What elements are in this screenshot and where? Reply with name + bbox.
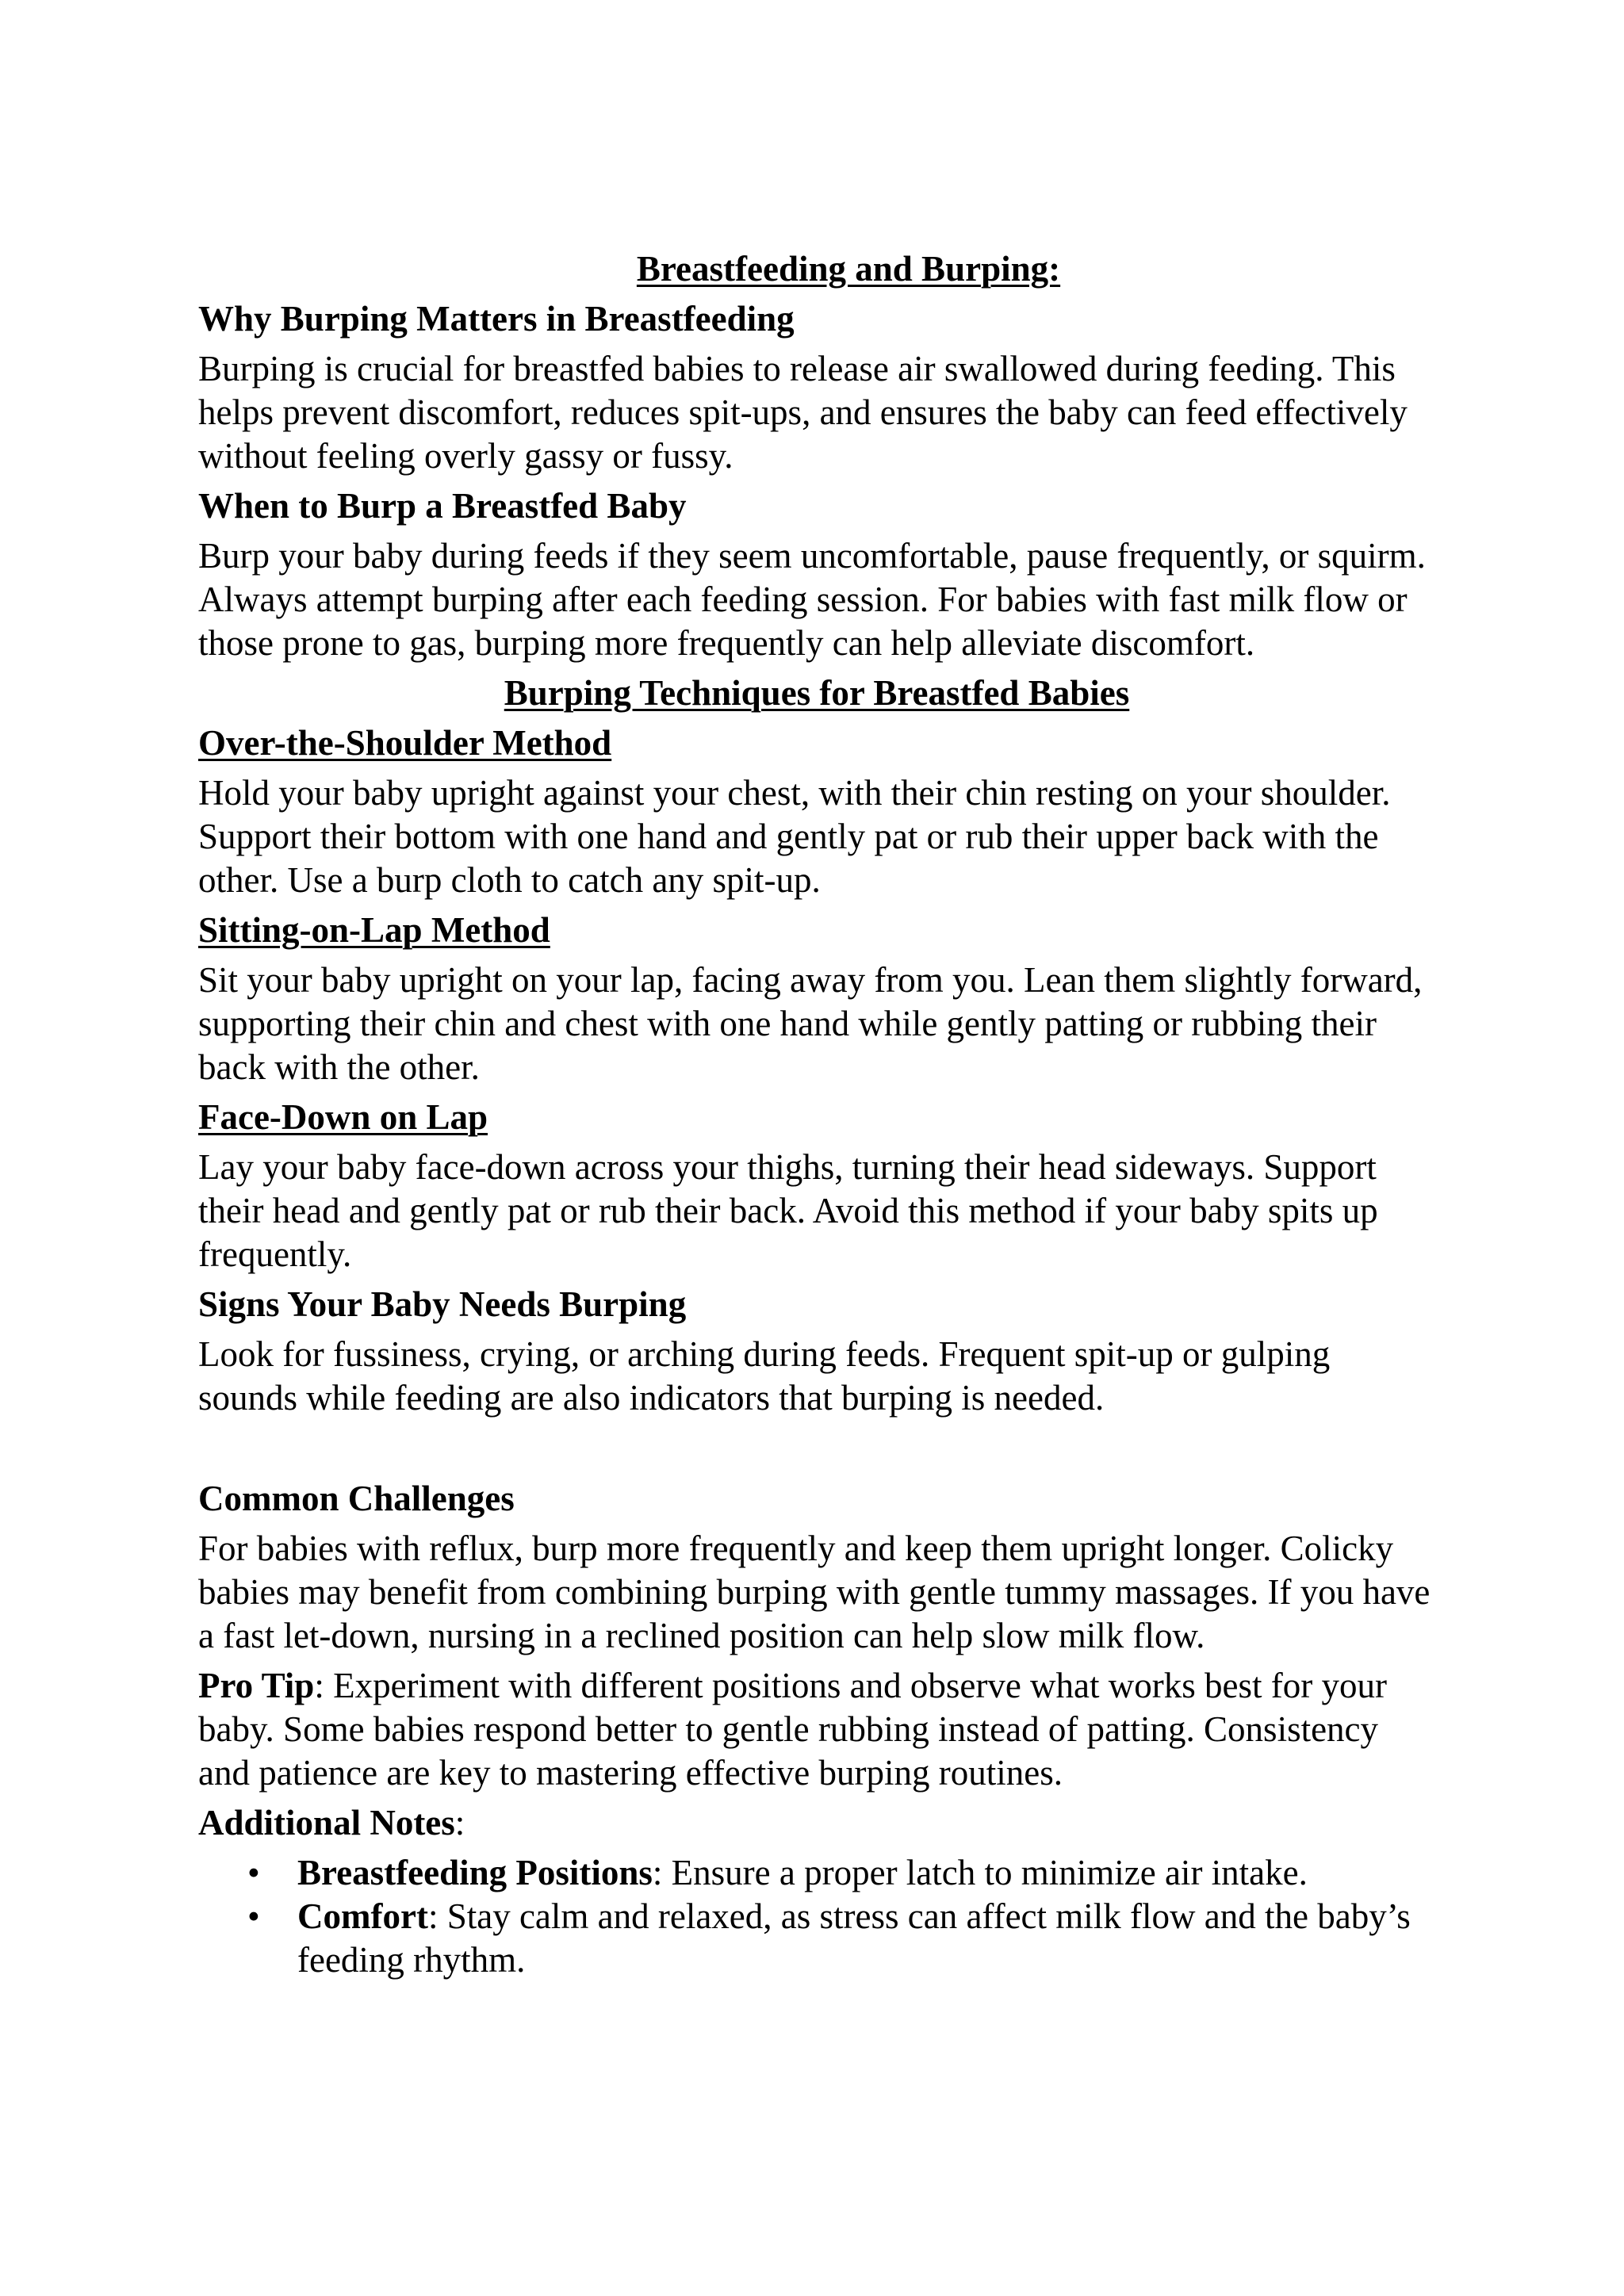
signs-paragraph: Look for fussiness, crying, or arching during feeds. Frequent spit-up or gulping sounds while feeding are also indicators that burping is needed. bbox=[198, 1334, 1331, 1418]
notes-heading: Additional Notes bbox=[198, 1803, 455, 1843]
bullet-icon: • bbox=[247, 1896, 260, 1936]
why-paragraph: Burping is crucial for breastfed babies to release air swallowed during feeding. This helps prevent discomfort, reduces spit-ups, and ensures the baby can feed effectively without feeling overly gassy or fussy. bbox=[198, 349, 1408, 476]
document-title: Breastfeeding and Burping: bbox=[636, 249, 1061, 289]
when-heading: When to Burp a Breastfed Baby bbox=[198, 486, 687, 526]
notes-list bbox=[198, 1851, 1435, 1982]
sitting-lap-paragraph: Sit your baby upright on your lap, facing away from you. Lean them slightly forward, supporting their chin and chest with one hand while gently patting or rubbing their back with the other. bbox=[198, 960, 1423, 1087]
face-down-heading: Face-Down on Lap bbox=[198, 1097, 488, 1137]
pro-tip-paragraph bbox=[198, 1664, 1435, 1795]
note-label: Breastfeeding Positions bbox=[297, 1853, 653, 1892]
techniques-heading: Burping Techniques for Breastfed Babies bbox=[504, 673, 1130, 713]
challenges-heading: Common Challenges bbox=[198, 1479, 515, 1518]
sitting-lap-heading: Sitting-on-Lap Method bbox=[198, 910, 550, 950]
section-spacer bbox=[198, 1426, 1435, 1477]
list-item bbox=[198, 1851, 1435, 1895]
note-text: : Ensure a proper latch to minimize air intake. bbox=[652, 1853, 1308, 1892]
face-down-paragraph: Lay your baby face-down across your thighs, turning their head sideways. Support their head and gently pat or rub their back. Avoid this method if your baby spits up frequently. bbox=[198, 1147, 1378, 1274]
notes-heading-line bbox=[198, 1801, 1435, 1845]
note-label: Comfort bbox=[297, 1896, 428, 1936]
pro-tip-text: : Experiment with different positions and observe what works best for your baby. Some babies respond better to gentle rubbing instead of patting. Consistency and patience are key to mastering effective burping routines. bbox=[198, 1666, 1387, 1793]
why-heading: Why Burping Matters in Breastfeeding bbox=[198, 299, 795, 339]
signs-heading: Signs Your Baby Needs Burping bbox=[198, 1284, 687, 1324]
when-paragraph: Burp your baby during feeds if they seem uncomfortable, pause frequently, or squirm. Always attempt burping after each feeding session. For babies with fast milk flow or those prone to gas, burping more frequently can help alleviate discomfort. bbox=[198, 536, 1426, 663]
list-item bbox=[198, 1895, 1435, 1982]
note-text: : Stay calm and relaxed, as stress can affect milk flow and the baby’s feeding rhythm. bbox=[297, 1896, 1411, 1980]
challenges-paragraph: For babies with reflux, burp more frequently and keep them upright longer. Colicky babies may benefit from combining burping with gentle tummy massages. If you have a fast let-down, nursing in a reclined position can help slow milk flow. bbox=[198, 1529, 1431, 1655]
bullet-icon: • bbox=[247, 1853, 260, 1892]
over-shoulder-paragraph: Hold your baby upright against your chest, with their chin resting on your shoulder. Support their bottom with one hand and gently pat or rub their upper back with the other. Use a burp cloth to catch any spit-up. bbox=[198, 773, 1391, 900]
notes-heading-colon: : bbox=[454, 1803, 465, 1843]
document-body bbox=[198, 247, 1435, 1982]
over-shoulder-heading: Over-the-Shoulder Method bbox=[198, 723, 612, 763]
pro-tip-label: Pro Tip bbox=[198, 1666, 315, 1705]
